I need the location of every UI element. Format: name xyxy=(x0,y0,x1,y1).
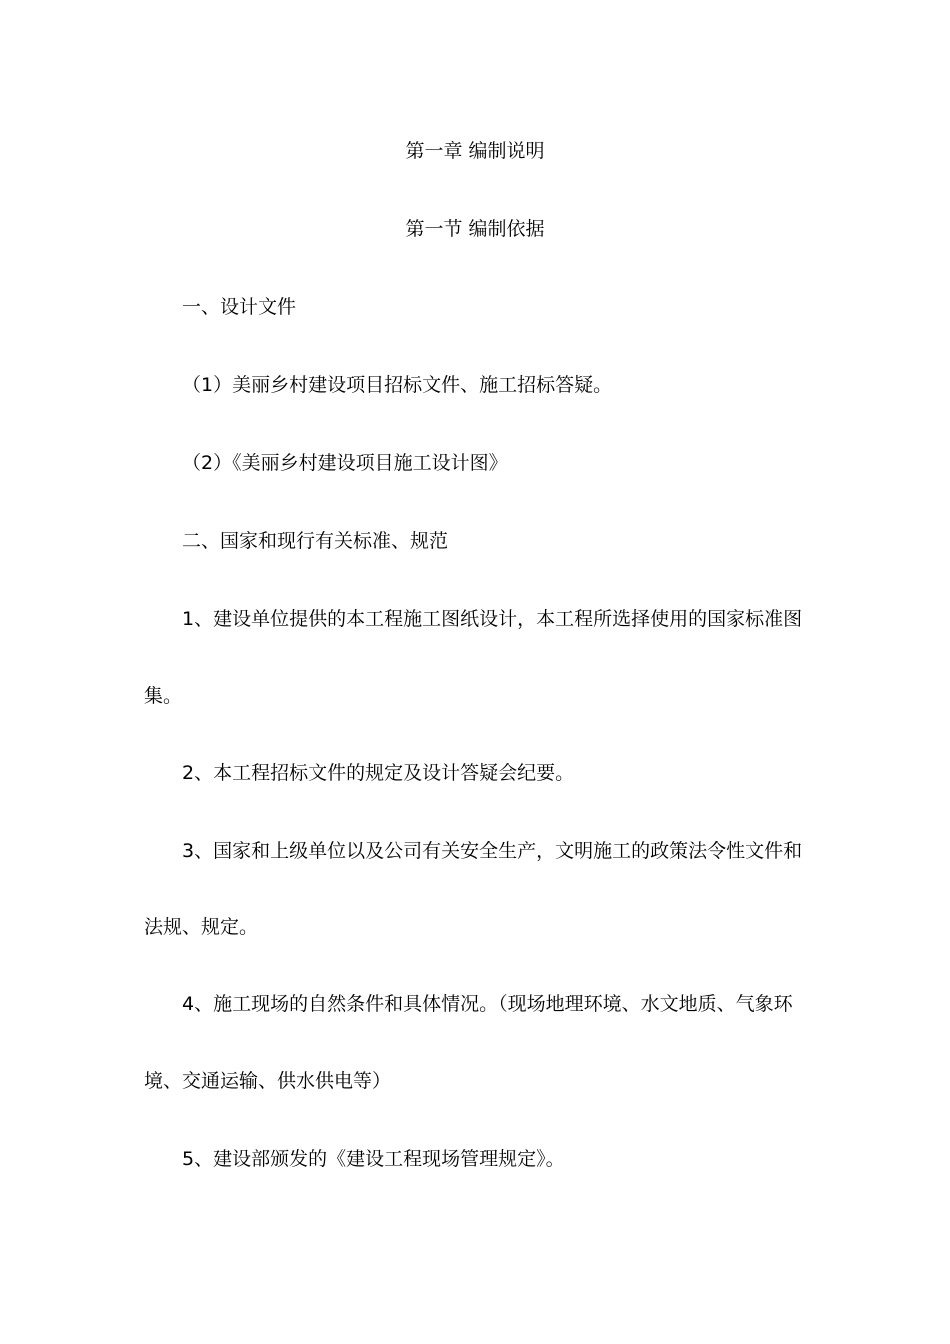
section-title: 第一节 编制依据 xyxy=(405,218,545,240)
paragraph-line: 境、交通运输、供水供电等） xyxy=(144,1070,392,1092)
paragraph-line: 4、施工现场的自然条件和具体情况。（现场地理环境、水文地质、气象环 xyxy=(182,993,793,1015)
paragraph-line: 5、建设部颁发的《建设工程现场管理规定》。 xyxy=(182,1148,565,1170)
heading-standards: 二、国家和现行有关标准、规范 xyxy=(182,530,449,552)
paragraph-line: 集。 xyxy=(144,685,183,707)
chapter-title: 第一章 编制说明 xyxy=(405,140,545,162)
paragraph-line: 1、建设单位提供的本工程施工图纸设计，本工程所选择使用的国家标准图 xyxy=(182,608,803,630)
list-item: （2）《美丽乡村建设项目施工设计图》 xyxy=(182,452,508,474)
paragraph-line: 2、本工程招标文件的规定及设计答疑会纪要。 xyxy=(182,762,575,784)
list-item: （1）美丽乡村建设项目招标文件、施工招标答疑。 xyxy=(182,374,613,396)
paragraph-line: 3、国家和上级单位以及公司有关安全生产，文明施工的政策法令性文件和 xyxy=(182,840,803,862)
heading-design-files: 一、设计文件 xyxy=(182,296,297,318)
paragraph-line: 法规、规定。 xyxy=(144,916,259,938)
